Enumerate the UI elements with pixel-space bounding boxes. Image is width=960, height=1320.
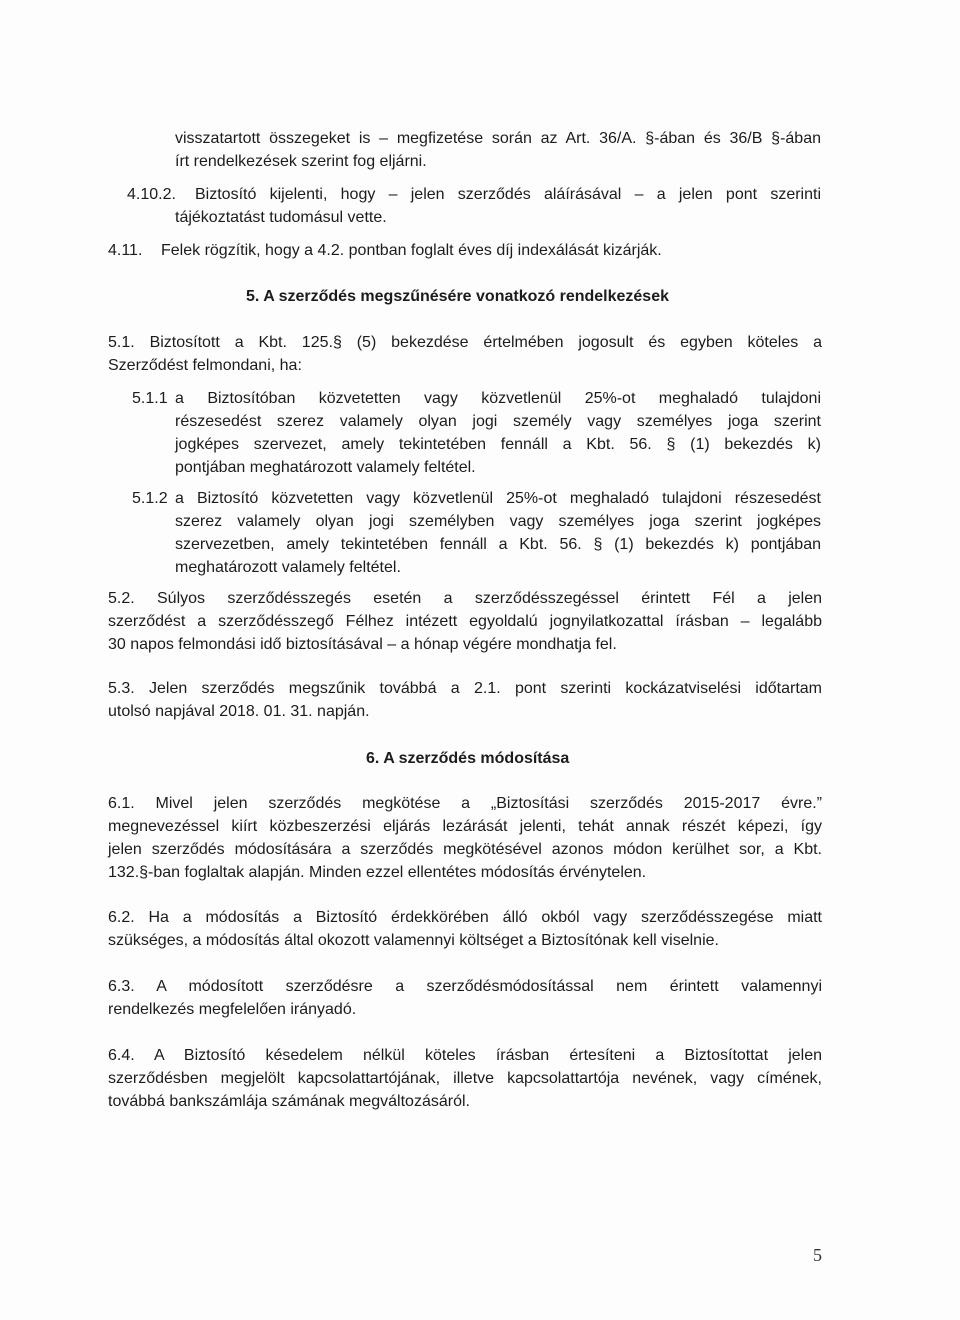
text-line: 6.4. A Biztosító késedelem nélkül köteles írásban értesíteni a Biztosítottat jelen [108, 1047, 822, 1064]
section-heading: 5. A szerződés megszűnésére vonatkozó rendelkezések [246, 288, 669, 305]
text-line: írt rendelkezések szerint fog eljárni. [175, 153, 427, 170]
text-line: szerez valamely olyan jogi személyben vagy személyes joga szerint jogképes [175, 513, 821, 530]
text-line: a Biztosítóban közvetetten vagy közvetlenül 25%-ot meghaladó tulajdoni [175, 390, 821, 407]
text-line: 6.2. Ha a módosítás a Biztosító érdekkörében álló okból vagy szerződésszegése miatt [108, 909, 822, 926]
text-line: részesedést szerez valamely olyan jogi személy vagy személyes joga szerint [175, 413, 821, 430]
clause-number: 4.10.2. [127, 186, 176, 203]
clause-number: 4.11. [108, 242, 143, 259]
page-number: 5 [813, 1245, 822, 1265]
text-line: 30 napos felmondási idő biztosításával – a hónap végére mondhatja fel. [108, 636, 617, 653]
text-line: visszatartott összegeket is – megfizetése során az Art. 36/A. §-ában és 36/B §-ában [175, 130, 821, 147]
text-line: 6.1. Mivel jelen szerződés megkötése a „Biztosítási szerződés 2015-2017 évre.” [108, 795, 822, 812]
text-line: megnevezéssel kiírt közbeszerzési eljárás lezárását jelenti, tehát annak részét képezi, így [108, 818, 822, 835]
clause-number: 5.1.2 [132, 490, 168, 507]
text-line: jelen szerződés módosítására a szerződés megkötésével azonos módon kerülhet sor, a Kbt. [108, 841, 822, 858]
text-line: szerződésben megjelölt kapcsolattartójának, illetve kapcsolattartója nevének, vagy címének, [108, 1070, 822, 1087]
text-line: rendelkezés megfelelően irányadó. [108, 1001, 357, 1018]
section-heading: 6. A szerződés módosítása [366, 750, 570, 767]
text-line: Szerződést felmondani, ha: [108, 357, 302, 374]
text-line: továbbá bankszámlája számának megváltozásáról. [108, 1093, 470, 1110]
text-line: pontjában meghatározott valamely feltétel. [175, 459, 476, 476]
text-line: 5.1. Biztosított a Kbt. 125.§ (5) bekezdése értelmében jogosult és egyben köteles a [108, 334, 822, 351]
text-line: jogképes szervezet, amely tekintetében fennáll a Kbt. 56. § (1) bekezdés k) [175, 436, 821, 453]
text-line: Felek rögzítik, hogy a 4.2. pontban foglalt éves díj indexálását kizárják. [161, 242, 662, 259]
text-line: 5.2. Súlyos szerződésszegés esetén a szerződésszegéssel érintett Fél a jelen [108, 590, 822, 607]
text-line: 6.3. A módosított szerződésre a szerződésmódosítással nem érintett valamennyi [108, 978, 822, 995]
text-line: 132.§-ban foglaltak alapján. Minden ezzel ellentétes módosítás érvénytelen. [108, 864, 647, 881]
text-line: utolsó napjával 2018. 01. 31. napján. [108, 703, 370, 720]
text-line: Biztosító kijelenti, hogy – jelen szerződés aláírásával – a jelen pont szerinti [195, 186, 821, 203]
text-line: szervezetben, amely tekintetében fennáll a Kbt. 56. § (1) bekezdés k) pontjában [175, 536, 821, 553]
text-line: meghatározott valamely feltétel. [175, 559, 401, 576]
clause-number: 5.1.1 [132, 390, 168, 407]
text-line: a Biztosító közvetetten vagy közvetlenül 25%-ot meghaladó tulajdoni részesedést [175, 490, 821, 507]
text-line: 5.3. Jelen szerződés megszűnik továbbá a 2.1. pont szerinti kockázatviselési időtartam [108, 680, 822, 697]
text-line: szerződést a szerződésszegő Félhez intézett egyoldalú jognyilatkozattal írásban – legalább [108, 613, 822, 630]
text-line: tájékoztatást tudomásul vette. [175, 209, 387, 226]
text-line: szükséges, a módosítás által okozott valamennyi költséget a Biztosítónak kell viselnie. [108, 932, 719, 949]
